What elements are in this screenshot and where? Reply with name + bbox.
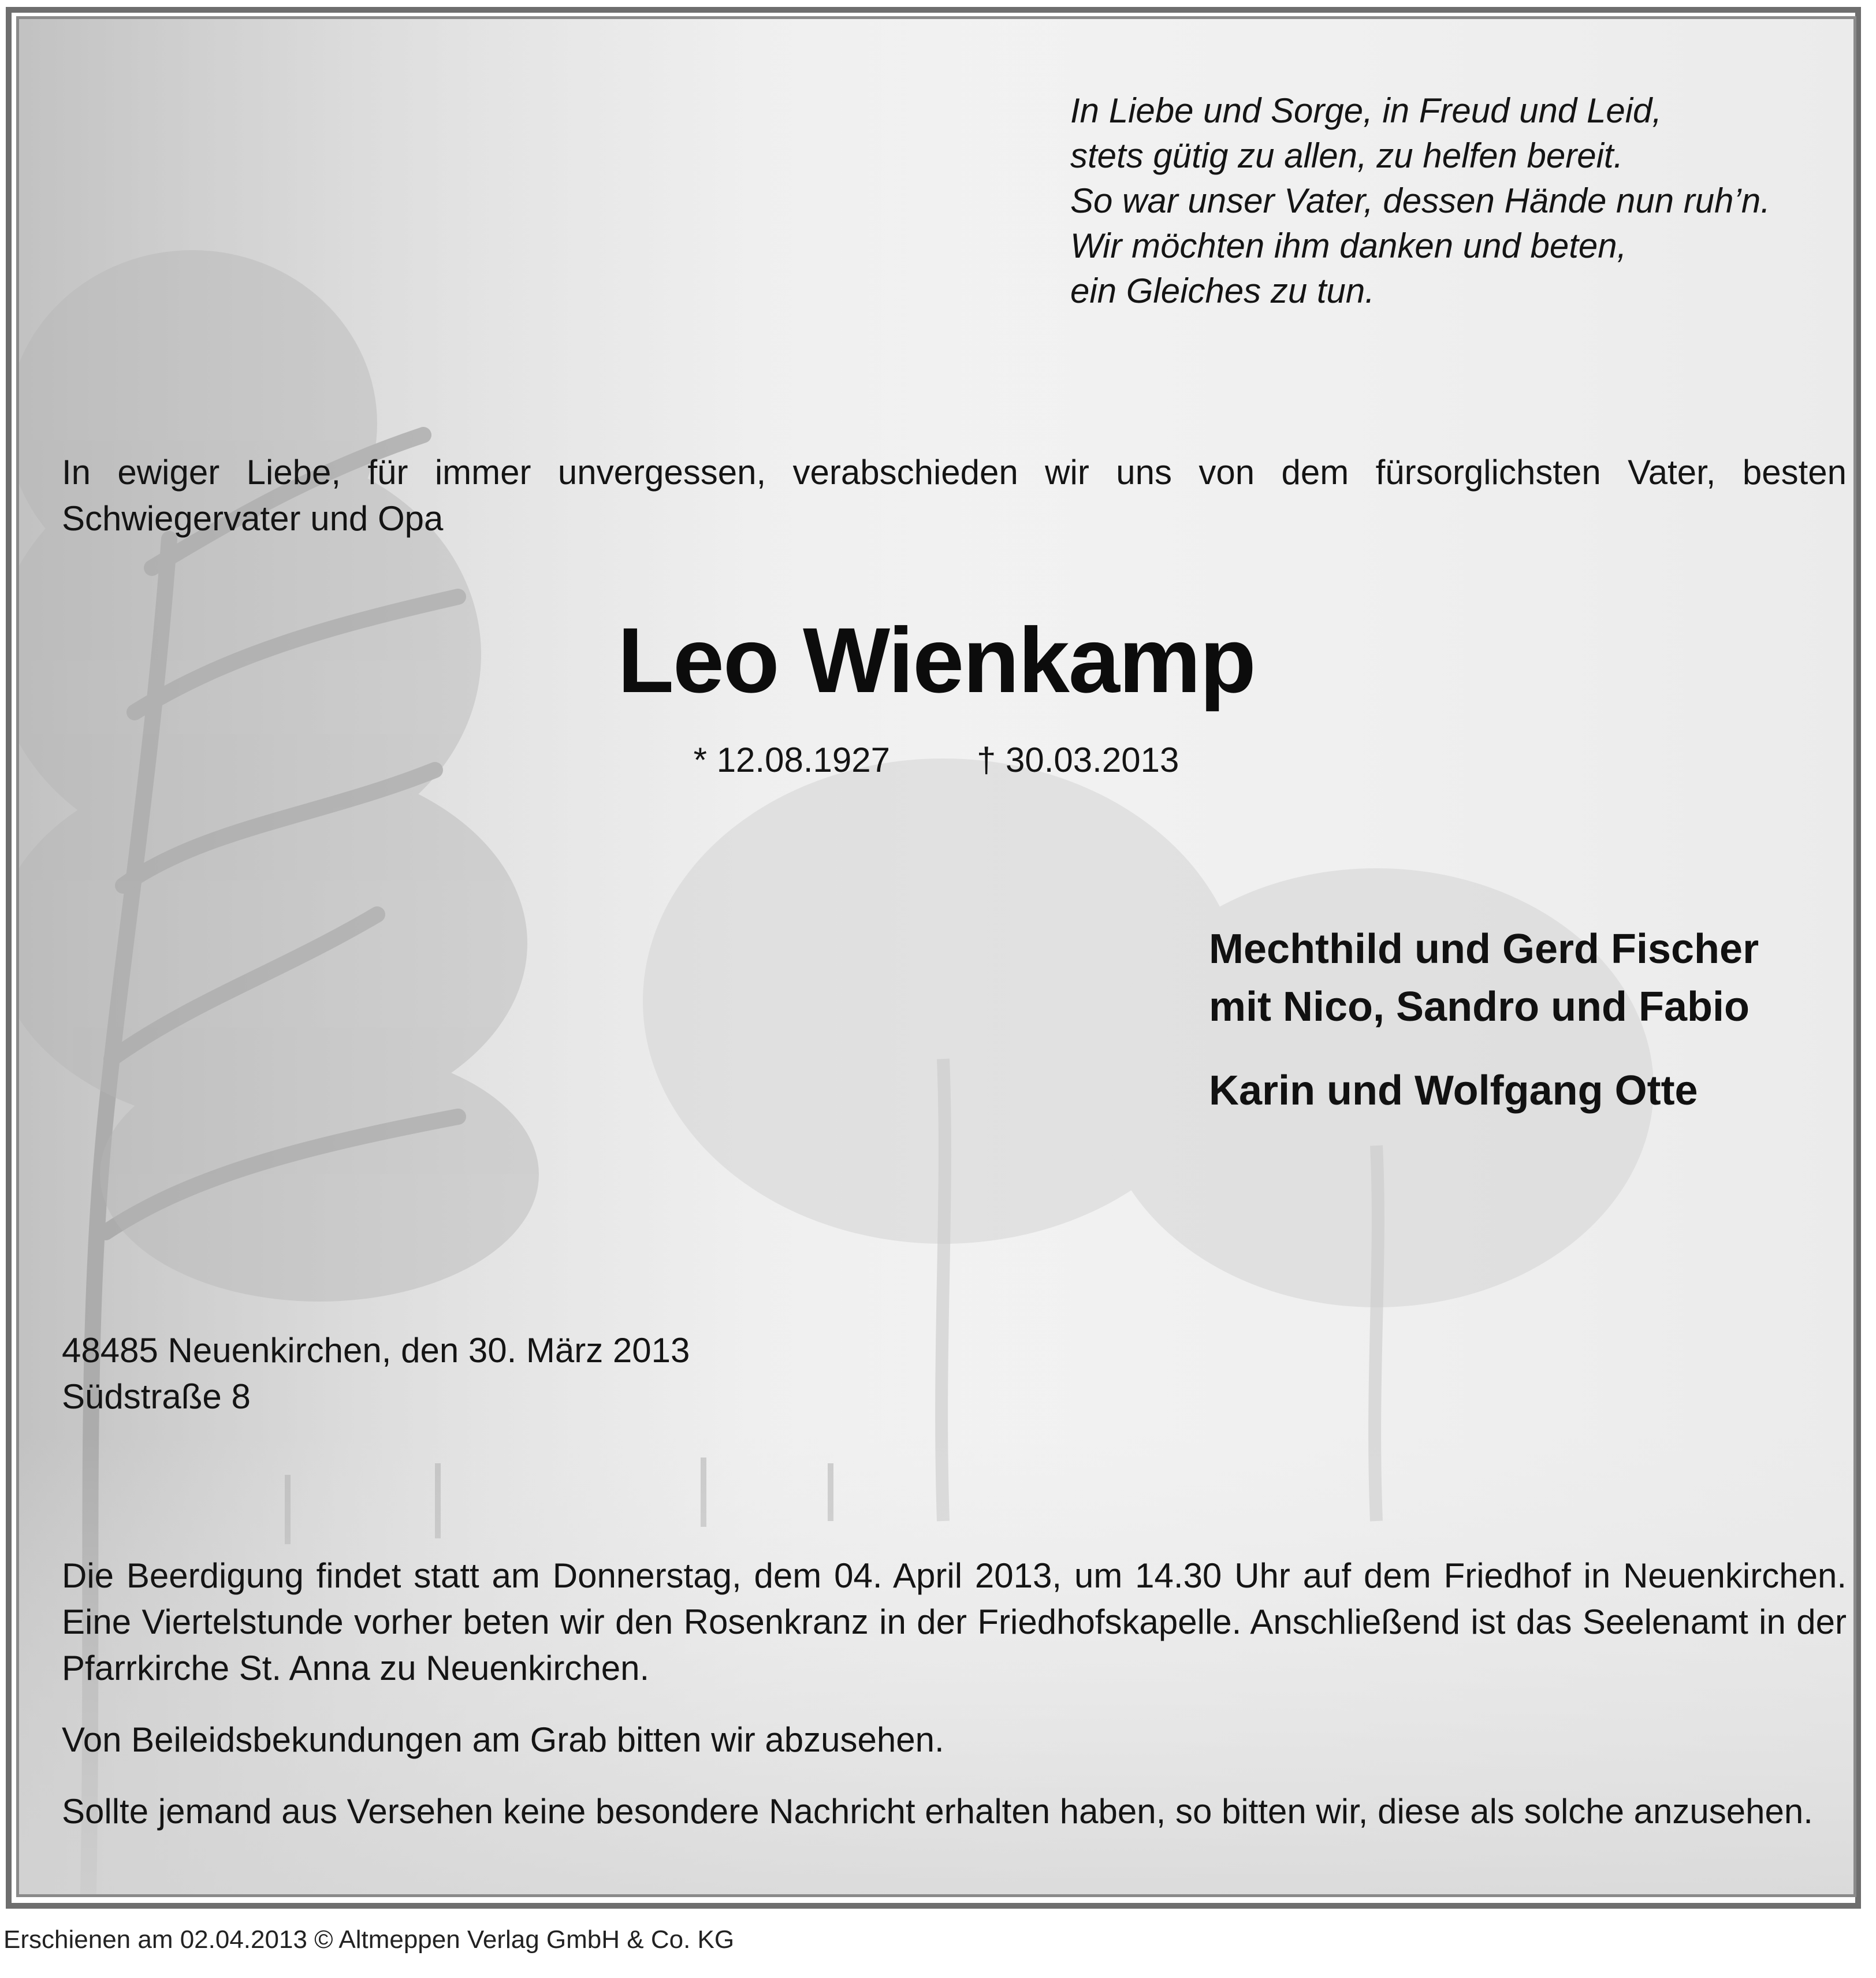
obituary-card <box>16 16 1856 1897</box>
poem-line: ein Gleiches zu tun. <box>1070 272 1375 310</box>
mourner-line: Karin und Wolfgang Otte <box>1209 1068 1698 1114</box>
publication-footer: Erschienen am 02.04.2013 © Altmeppen Verlag GmbH & Co. KG <box>3 1925 735 1954</box>
funeral-details: Die Beerdigung findet statt am Donnerstag, dem 04. April 2013, um 14.30 Uhr auf dem Friedhof in Neuenkirchen. Eine Viertelstunde vorher beten wir den Rosenkranz in der Friedhofskapelle. Anschließend ist das Seelenamt in der Pfarrkirche St. Anna zu Neuenkirchen. <box>62 1556 1847 1687</box>
deceased-name: Leo Wienkamp <box>617 608 1255 712</box>
mourner-line: mit Nico, Sandro und Fabio <box>1209 984 1750 1030</box>
poem-line: Wir möchten ihm danken und beten, <box>1070 226 1627 265</box>
life-dates <box>19 738 1853 782</box>
address-line-place-date: 48485 Neuenkirchen, den 30. März 2013 <box>62 1331 690 1370</box>
mourners <box>1209 920 1850 1120</box>
birth-date: * 12.08.1927 <box>693 741 890 779</box>
condolence-notice: Von Beileidsbekundungen am Grab bitten wir abzusehen. <box>62 1720 944 1759</box>
poem-line: In Liebe und Sorge, in Freud und Leid, <box>1070 91 1662 130</box>
intro-text: In ewiger Liebe, für immer unvergessen, verabschieden wir uns von dem fürsorglichsten Vater, besten Schwiegervater und Opa <box>62 453 1847 538</box>
funeral-notices <box>62 1553 1847 1860</box>
poem-line: stets gütig zu allen, zu helfen bereit. <box>1070 136 1624 175</box>
address-line-street: Südstraße 8 <box>62 1377 251 1416</box>
address <box>62 1328 870 1420</box>
poem <box>1070 88 1844 314</box>
death-date: † 30.03.2013 <box>976 741 1179 779</box>
no-message-notice: Sollte jemand aus Versehen keine besondere Nachricht erhalten haben, so bitten wir, diese als solche anzusehen. <box>62 1792 1813 1831</box>
poem-line: So war unser Vater, dessen Hände nun ruh’n. <box>1070 181 1770 220</box>
mourner-line: Mechthild und Gerd Fischer <box>1209 926 1759 972</box>
